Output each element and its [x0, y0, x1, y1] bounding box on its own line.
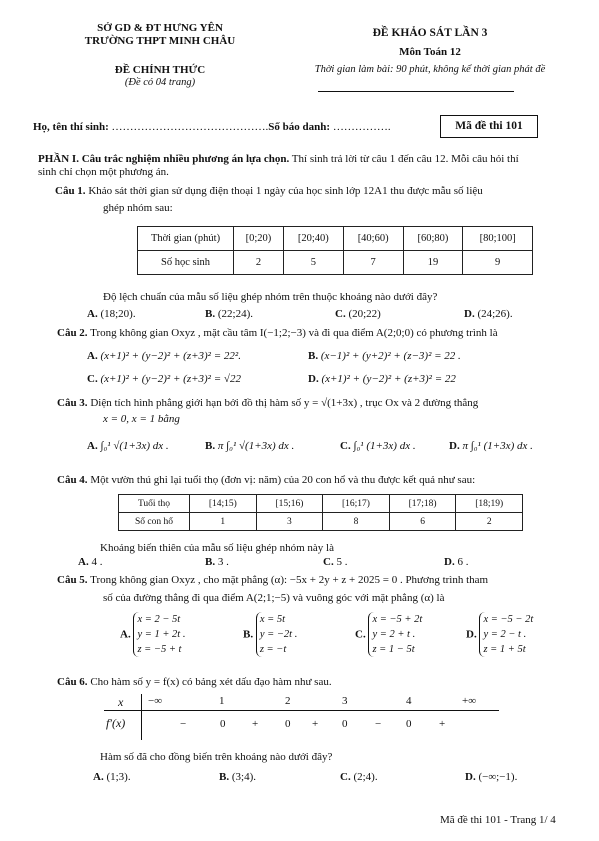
q5-option-c: C. x = −5 + 2t y = 2 + t . z = 1 − 5t — [355, 614, 423, 655]
q1-count: 5 — [283, 251, 343, 275]
q4-option-b: B. 3 . — [205, 556, 229, 568]
official-label: ĐỀ CHÍNH THỨC — [114, 64, 206, 76]
q2-option-d: D. (x+1)² + (y−2)² + (z+3)² = 22 — [308, 373, 456, 385]
q4-count: 1 — [190, 513, 257, 531]
candidate-line — [33, 121, 391, 133]
sign-cell: − — [375, 718, 382, 730]
q4-count: 3 — [256, 513, 323, 531]
q4-count: 8 — [323, 513, 390, 531]
part1-heading — [38, 153, 519, 165]
q1-row2-head: Số học sinh — [138, 251, 234, 275]
school-name: TRƯỜNG THPT MINH CHÂU — [84, 35, 236, 47]
sbd-blank: ……………. — [332, 121, 391, 133]
part1-desc: Thí sinh trả lời từ câu 1 đến câu 12. Mỗi câu hỏi thí — [289, 153, 519, 165]
x-value: 4 — [406, 695, 412, 707]
q4-interval: [18;19) — [456, 495, 523, 513]
q6-label: Câu 6. — [57, 676, 88, 688]
q1-interval: [40;60) — [343, 227, 403, 251]
q4-option-c: C. 5 . — [323, 556, 348, 568]
q5-label: Câu 5. — [57, 574, 88, 586]
subject: Môn Toán 12 — [399, 46, 461, 58]
q4-option-a: A. 4 . — [78, 556, 103, 568]
q4-text: Một vườn thú ghi lại tuổi thọ (đơn vị: năm) của 20 con hổ và thu được kết quả như sau: — [90, 474, 476, 486]
sign-cell: + — [312, 718, 319, 730]
x-value: 1 — [219, 695, 225, 707]
q4-table — [118, 494, 523, 531]
x-value: 2 — [285, 695, 291, 707]
name-label: Họ, tên thí sinh: — [33, 121, 109, 133]
x-value: +∞ — [462, 695, 477, 707]
q4-line — [57, 474, 475, 486]
x-label: x — [118, 695, 124, 709]
q1-option-c: C. (20;22) — [335, 308, 381, 320]
q3-label: Câu 3. — [57, 397, 88, 409]
q1-row1-head: Thời gian (phút) — [138, 227, 234, 251]
q4-interval: [16;17) — [323, 495, 390, 513]
q1-count: 9 — [463, 251, 533, 275]
q2-option-a: A. (x+1)² + (y−2)² + (z+3)² = 22². — [87, 350, 241, 362]
q2-option-b: B. (x−1)² + (y+2)² + (z−3)² = 22 . — [308, 350, 461, 362]
x-value: 3 — [342, 695, 348, 707]
q6-option-b: B. (3;4). — [219, 771, 256, 783]
q3-text: Diện tích hình phẳng giới hạn bởi đồ thị hàm số y = √(1+3x) , trục Ox và 2 đường thẳng — [90, 397, 479, 409]
q2-line — [57, 327, 498, 339]
sign-cell: 0 — [342, 718, 348, 730]
sign-table-vline — [141, 694, 142, 740]
q5-line1 — [57, 574, 488, 586]
q6-option-a: A. (1;3). — [93, 771, 131, 783]
q6-question: Hàm số đã cho đồng biến trên khoảng nào dưới đây? — [100, 751, 333, 763]
q1-table — [137, 226, 533, 275]
q4-count: 2 — [456, 513, 523, 531]
fprime-label: f′(x) — [106, 716, 126, 730]
q1-option-a: A. (18;20). — [87, 308, 136, 320]
q4-interval: [17;18) — [389, 495, 456, 513]
q1-text: Khảo sát thời gian sử dụng điện thoại 1 ngày của học sinh lớp 12A1 thu được mẫu số liệu — [88, 185, 483, 197]
q1-label: Câu 1. — [55, 185, 86, 197]
q3-option-d: D. π ∫₀¹ (1+3x) dx . — [449, 440, 533, 452]
exam-title: ĐỀ KHẢO SÁT LẦN 3 — [372, 27, 488, 39]
q3-option-a: A. ∫₀¹ √(1+3x) dx . — [87, 440, 169, 452]
sign-table — [104, 694, 504, 744]
q1-line1 — [55, 185, 483, 197]
q4-count: 6 — [389, 513, 456, 531]
q1-count: 19 — [403, 251, 463, 275]
q5-text: Trong không gian Oxyz , cho mặt phẳng (α): −5x + 2y + z + 2025 = 0 . Phương trình tham — [90, 574, 489, 586]
q5-option-b: B. x = 5t y = −2t . z = −t — [243, 614, 298, 655]
q4-interval: [14;15) — [190, 495, 257, 513]
q3-option-b: B. π ∫₀¹ √(1+3x) dx . — [205, 440, 295, 452]
sign-cell: + — [439, 718, 446, 730]
q5-option-d: D. x = −5 − 2t y = 2 − t . z = 1 + 5t — [466, 614, 534, 655]
sign-cell: + — [252, 718, 259, 730]
q6-option-c: C. (2;4). — [340, 771, 378, 783]
q4-question: Khoảng biến thiên của mẫu số liệu ghép nhóm này là — [100, 542, 334, 554]
q1-interval: [60;80) — [403, 227, 463, 251]
q4-label: Câu 4. — [57, 474, 88, 486]
q4-row2-head: Số con hổ — [119, 513, 190, 531]
sign-cell: 0 — [406, 718, 412, 730]
q5-option-a: A. x = 2 − 5t y = 1 + 2t . z = −5 + t — [120, 614, 186, 655]
q5-line2: số của đường thẳng đi qua điểm A(2;1;−5) và vuông góc với mặt phẳng (α) là — [103, 592, 445, 604]
q1-count: 7 — [343, 251, 403, 275]
divider-line — [318, 91, 514, 92]
q1-option-b: B. (22;24). — [205, 308, 253, 320]
q4-row1-head: Tuổi thọ — [119, 495, 190, 513]
q4-interval: [15;16) — [256, 495, 323, 513]
sign-cell: − — [180, 718, 187, 730]
q1-option-d: D. (24;26). — [464, 308, 513, 320]
q3-line1 — [57, 397, 478, 409]
exam-code-box: Mã đề thi 101 — [440, 115, 538, 138]
q2-option-c: C. (x+1)² + (y−2)² + (z+3)² = √22 — [87, 373, 241, 385]
exam-time: Thời gian làm bài: 90 phút, không kể thời gian phát đề — [314, 64, 546, 75]
sign-cell: 0 — [285, 718, 291, 730]
q1-interval: [20;40) — [283, 227, 343, 251]
q1-interval: [80;100] — [463, 227, 533, 251]
sbd-label: Số báo danh: — [268, 121, 331, 133]
q1-question: Độ lệch chuẩn của mẫu số liệu ghép nhóm trên thuộc khoảng nào dưới đây? — [103, 291, 438, 303]
sign-cell: 0 — [220, 718, 226, 730]
department: SỞ GD & ĐT HƯNG YÊN — [97, 22, 223, 34]
name-blank: ……………………………………. — [111, 121, 269, 133]
q6-text: Cho hàm số y = f(x) có bảng xét dấu đạo hàm như sau. — [90, 676, 332, 688]
q2-text: Trong không gian Oxyz , mặt cầu tâm I(−1;2;−3) và đi qua điểm A(2;0;0) có phương trình là — [90, 327, 498, 339]
q2-label: Câu 2. — [57, 327, 88, 339]
part1-title: PHẦN I. Câu trắc nghiệm nhiều phương án lựa chọn. — [38, 153, 290, 165]
q1-count: 2 — [234, 251, 284, 275]
part1-desc2: sinh chỉ chọn một phương án. — [38, 166, 169, 178]
q1-interval: [0;20) — [234, 227, 284, 251]
q3-line2: x = 0, x = 1 bằng — [103, 413, 180, 425]
q1-line2: ghép nhóm sau: — [103, 202, 173, 214]
sign-table-hline — [104, 710, 499, 711]
page-footer: Mã đề thi 101 - Trang 1/ 4 — [440, 814, 556, 826]
q6-option-d: D. (−∞;−1). — [465, 771, 518, 783]
page-count: (Đề có 04 trang) — [124, 77, 196, 88]
q3-option-c: C. ∫₀¹ (1+3x) dx . — [340, 440, 416, 452]
q4-option-d: D. 6 . — [444, 556, 469, 568]
x-value: −∞ — [148, 695, 163, 707]
q6-line — [57, 676, 332, 688]
